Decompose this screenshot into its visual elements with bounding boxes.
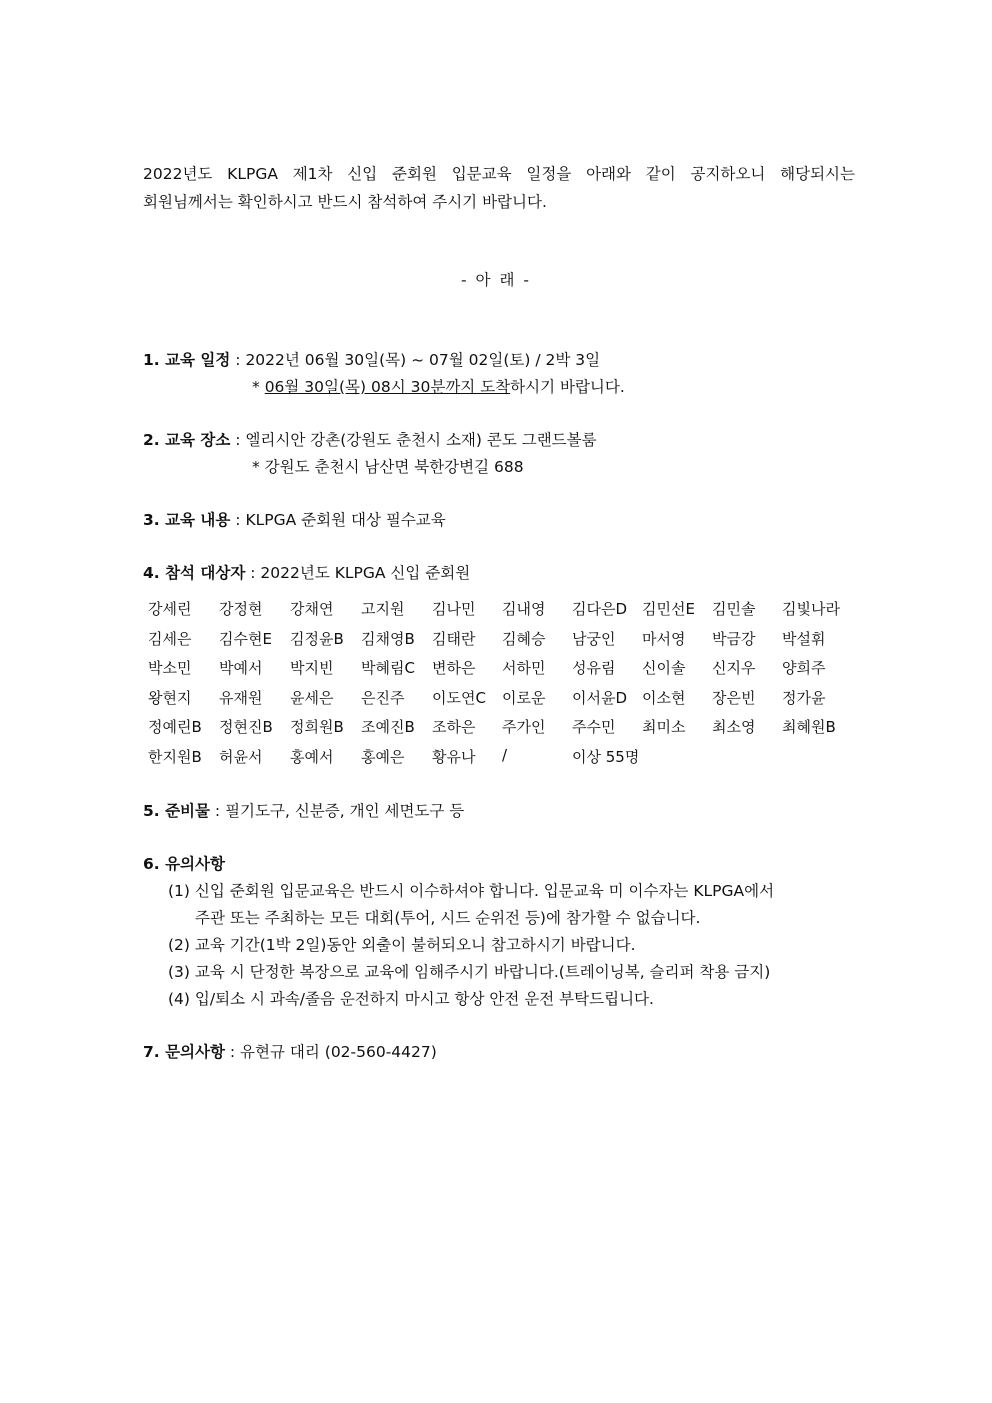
note-item-4: (4) 입/퇴소 시 과속/졸음 운전하지 마시고 항상 안전 운전 부탁드립니다. xyxy=(168,990,654,1008)
place-address: * 강원도 춘천시 남산면 북한강변길 688 xyxy=(252,458,524,476)
separator: : xyxy=(245,564,261,582)
attendee-row xyxy=(148,628,868,658)
attendee-name: 박금강 xyxy=(712,629,756,648)
attendee-row xyxy=(148,746,868,776)
attendee-name: 이서윤D xyxy=(572,688,628,707)
attendee-name: 장은빈 xyxy=(712,688,756,707)
attendee-name: 홍예은 xyxy=(361,747,405,766)
intro-paragraph xyxy=(143,160,855,216)
note-item-3: (3) 교육 시 단정한 복장으로 교육에 임해주시기 바랍니다.(트레이닝복, 슬리퍼 착용 금지) xyxy=(168,963,771,981)
attendee-name: 이도연C xyxy=(432,688,486,707)
attendee-name: 김나민 xyxy=(432,600,476,618)
attendee-name: 김채영B xyxy=(361,629,415,648)
attendee-name: 이소현 xyxy=(642,688,686,707)
section-heading: 2. 교육 장소 xyxy=(143,431,231,449)
content-value: KLPGA 준회원 대상 필수교육 xyxy=(245,511,446,529)
attendee-name: 김수현E xyxy=(219,629,272,648)
attendee-name: 허윤서 xyxy=(219,747,263,766)
section-attendees xyxy=(143,560,863,587)
attendee-name: 유재원 xyxy=(219,688,263,707)
attendee-name: 최미소 xyxy=(642,718,686,736)
attendee-name: / xyxy=(502,745,508,764)
attendee-name: 성유림 xyxy=(572,659,616,677)
attendee-name: 서하민 xyxy=(502,659,546,677)
attendee-name: 조하은 xyxy=(432,718,476,736)
supplies-value: 필기도구, 신분증, 개인 세면도구 등 xyxy=(225,802,465,820)
section-heading: 1. 교육 일정 xyxy=(143,351,231,369)
attendee-name: 김내영 xyxy=(502,600,546,618)
section-contact xyxy=(143,1039,863,1066)
separator: : xyxy=(230,511,246,529)
attendee-name: 남궁인 xyxy=(572,629,616,648)
attendee-name: 마서영 xyxy=(642,629,686,648)
section-heading: 7. 문의사항 xyxy=(143,1043,225,1061)
contact-value: 유현규 대리 (02-560-4427) xyxy=(240,1043,437,1061)
attendees-value: 2022년도 KLPGA 신입 준회원 xyxy=(260,564,471,582)
attendee-name: 변하은 xyxy=(432,659,476,677)
attendee-name: 강세린 xyxy=(148,600,192,618)
note-bullet: * xyxy=(252,378,265,396)
attendee-name: 김정윤B xyxy=(290,629,344,648)
attendee-row xyxy=(148,716,868,746)
attendee-name: 황유나 xyxy=(432,747,476,766)
attendee-row xyxy=(148,598,868,628)
separator: : xyxy=(230,351,246,369)
note-item-1-continued: 주관 또는 주최하는 모든 대회(투어, 시드 순위전 등)에 참가할 수 없습니다. xyxy=(195,909,701,927)
attendee-name: 박예서 xyxy=(219,659,263,677)
attendee-name: 조예진B xyxy=(361,718,415,736)
attendee-name: 홍예서 xyxy=(290,747,334,766)
section-place xyxy=(143,427,863,454)
attendee-name: 박설휘 xyxy=(782,629,826,648)
intro-line-2: 회원님께서는 확인하시고 반드시 참석하여 주시기 바랍니다. xyxy=(143,193,547,211)
attendee-name: 최혜원B xyxy=(782,718,836,736)
notes-list xyxy=(168,878,868,1013)
attendee-name: 정희원B xyxy=(290,718,344,736)
attendee-name: 신지우 xyxy=(712,659,756,677)
separator: : xyxy=(230,431,246,449)
note-item-1: (1) 신입 준회원 입문교육은 반드시 이수하셔야 합니다. 입문교육 미 이수자는 KLPGA에서 xyxy=(168,882,775,900)
separator: : xyxy=(224,1043,241,1061)
attendee-name: 박혜림C xyxy=(361,659,415,677)
schedule-value: 2022년 06월 30일(목) ~ 07월 02일(토) / 2박 3일 xyxy=(245,351,601,369)
attendee-name: 주가인 xyxy=(502,718,546,736)
attendee-name: 정가윤 xyxy=(782,688,826,707)
attendee-name: 이로운 xyxy=(502,688,546,707)
section-notes xyxy=(143,851,863,878)
attendee-name: 박소민 xyxy=(148,659,192,677)
note-suffix: 하시기 바랍니다. xyxy=(510,378,625,396)
attendee-name: 주수민 xyxy=(572,718,616,736)
attendee-name: 최소영 xyxy=(712,718,756,736)
attendee-name: 정현진B xyxy=(219,718,273,736)
section-heading: 4. 참석 대상자 xyxy=(143,564,246,582)
place-value: 엘리시안 강촌(강원도 춘천시 소재) 콘도 그랜드볼룸 xyxy=(245,431,597,449)
section-heading: 5. 준비물 xyxy=(143,802,210,820)
attendee-name: 양희주 xyxy=(782,659,826,677)
attendee-name: 김다은D xyxy=(572,600,628,618)
attendee-name: 고지원 xyxy=(361,600,405,618)
attendee-name: 강채연 xyxy=(290,600,334,618)
note-item-2: (2) 교육 기간(1박 2일)동안 외출이 불허되오니 참고하시기 바랍니다. xyxy=(168,936,636,954)
attendee-name: 이상 55명 xyxy=(572,747,640,766)
section-heading: 6. 유의사항 xyxy=(143,855,225,873)
schedule-note xyxy=(252,374,625,401)
section-content xyxy=(143,507,863,534)
attendee-name: 강정현 xyxy=(219,600,263,618)
section-supplies xyxy=(143,798,863,825)
attendee-name: 김세은 xyxy=(148,629,192,648)
intro-line-1: 2022년도 KLPGA 제1차 신입 준회원 입문교육 일정을 아래와 같이 공지하오니 해당되시는 xyxy=(143,165,855,183)
attendee-list xyxy=(148,598,868,775)
attendee-name: 김민솔 xyxy=(712,600,756,618)
attendee-name: 한지원B xyxy=(148,747,202,766)
attendee-name: 김혜승 xyxy=(502,629,546,648)
attendee-row xyxy=(148,657,868,687)
attendee-name: 은진주 xyxy=(361,688,405,707)
attendee-name: 신이솔 xyxy=(642,659,686,677)
separator: : xyxy=(210,802,226,820)
attendee-name: 정예린B xyxy=(148,718,202,736)
attendee-name: 윤세은 xyxy=(290,688,334,707)
attendee-name: 박지빈 xyxy=(290,659,334,677)
section-schedule xyxy=(143,347,863,374)
attendee-row xyxy=(148,687,868,717)
arrival-deadline: 06월 30일(목) 08시 30분까지 도착 xyxy=(264,378,511,396)
attendee-name: 김태란 xyxy=(432,629,476,648)
section-heading: 3. 교육 내용 xyxy=(143,511,231,529)
attendee-name: 왕현지 xyxy=(148,688,192,707)
attendee-name: 김빛나라 xyxy=(782,600,840,618)
center-title: - 아 래 - xyxy=(461,271,531,289)
attendee-name: 김민선E xyxy=(642,600,695,618)
